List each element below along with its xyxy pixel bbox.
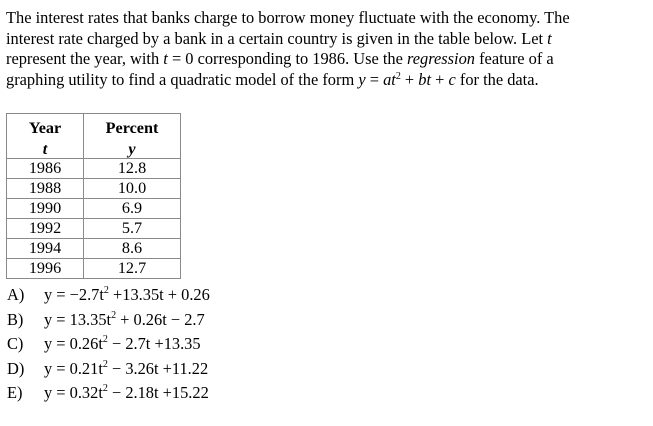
year-cell: 1988 <box>7 179 84 199</box>
answer-choices <box>7 283 210 406</box>
year-cell: 1990 <box>7 199 84 219</box>
choice-a[interactable]: A) $y = -2.7t^2 +13.35t + 0.26$ <box>7 283 210 308</box>
choice-e[interactable]: E) $y = 0.32t^2 - 2.18t +15.22$ <box>7 381 210 406</box>
header-year-variable: t <box>7 140 84 159</box>
choice-d[interactable]: D) $y = 0.21t^2 - 3.26t +11.22$ <box>7 357 210 382</box>
table-header-row <box>7 114 181 141</box>
choice-letter: B) <box>7 309 24 329</box>
choice-letter: E) <box>7 383 23 402</box>
percent-cell: 8.6 <box>84 239 181 259</box>
variable-t: t <box>163 49 168 68</box>
percent-cell: 12.7 <box>84 259 181 279</box>
percent-cell: 10.0 <box>84 179 181 199</box>
header-year: Year <box>7 114 84 141</box>
year-cell: 1986 <box>7 159 84 179</box>
table-row <box>7 219 181 239</box>
regression-term: regression <box>406 49 475 68</box>
choice-b[interactable]: B) $y = 13.35t^2 + 0.26t - 2.7$ <box>7 308 210 333</box>
question-line-4: graphing utility to find a quadratic model of the form $y = at^2$ + bt + c for the data. <box>6 69 539 89</box>
choice-c[interactable]: C) $y = 0.26t^2 - 2.7t +13.35$ <box>7 332 210 357</box>
percent-cell: 6.9 <box>84 199 181 219</box>
model-formula: $y = at^2$ + bt + c <box>358 69 456 89</box>
table-row <box>7 239 181 259</box>
header-percent: Percent <box>84 114 181 141</box>
question-text <box>6 8 646 90</box>
year-cell: 1996 <box>7 259 84 279</box>
question-line-1: The interest rates that banks charge to borrow money fluctuate with the economy. The <box>6 8 570 27</box>
variable-t: t <box>547 28 552 48</box>
table-row <box>7 179 181 199</box>
choice-letter: A) <box>7 285 25 304</box>
percent-cell: 5.7 <box>84 219 181 239</box>
question-line-3: represent the year, with t = 0 corresponding to 1986. Use the regression feature of a <box>6 49 554 68</box>
table-subheader-row <box>7 140 181 159</box>
data-table <box>6 113 181 279</box>
choice-letter: C) <box>7 334 24 353</box>
table-row <box>7 259 181 279</box>
percent-cell: 12.8 <box>84 159 181 179</box>
table-row <box>7 159 181 179</box>
header-percent-variable: y <box>84 140 181 159</box>
question-line-2: interest rate charged by a bank in a certain country is given in the table below. Let t <box>6 28 552 48</box>
table-row <box>7 199 181 219</box>
year-cell: 1994 <box>7 239 84 259</box>
year-cell: 1992 <box>7 219 84 239</box>
choice-letter: D) <box>7 358 25 378</box>
